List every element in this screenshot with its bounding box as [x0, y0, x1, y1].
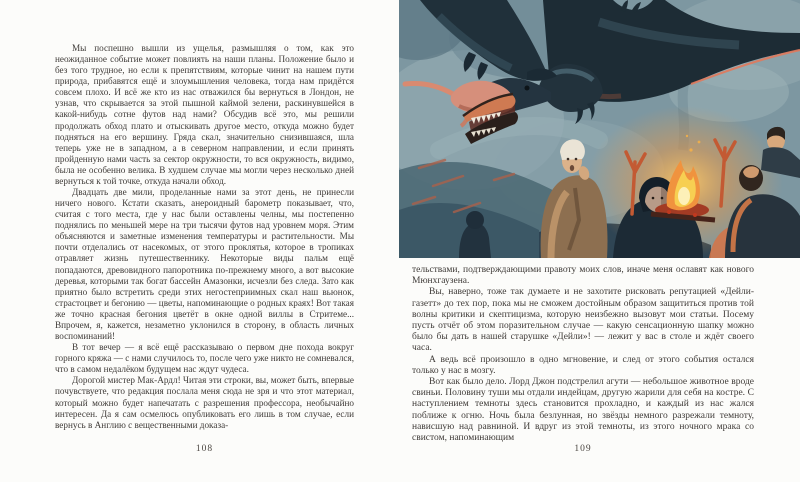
body-paragraph: Двадцать две мили, проделанные нами за этот день, не принесли ничего нового. Кстати сказать, анероидный барометр показывает, что, считая с того места, где у нас были оставлены челны, мы постепенно поднялись по меньшей мере на три тысячи футов над уровнем моря. Этим объясняются и заметные изменения температуры и растительности. Мы почти отделались от насекомых, от этого проклятья, которое в тропиках отравляет жизнь путешественнику. Некоторые виды пальм ещё попадаются, древовидного папоротника по-прежнему много, а вот высокие деревья, которыми так богат бассейн Амазонки, исчезли без следа. Зато как приятно было встретить среди этих негостеприимных скал наш вьюнок, страстоцвет и бегонию — цветы, напоминающие о родных краях! Вот такая же точно красная бегония цветёт в окне одной виллы в Стритеме... Впрочем, я, кажется, незаметно уклонился в сторону, в область личных воспоминаний!	[55, 187, 354, 342]
page-number-right: 109	[574, 444, 592, 454]
page-right	[400, 0, 800, 482]
body-paragraph: А ведь всё произошло в одно мгновение, и след от этого события остался только у нас в мозгу.	[412, 354, 754, 376]
page-number-left: 108	[195, 444, 214, 454]
pterodactyl-campfire-illustration	[399, 0, 800, 258]
body-paragraph: Дорогой мистер Мак-Ардл! Читая эти строки, вы, может быть, впервые почувствуете, что редакция послала меня сюда не зря и что этот материал, который можно будет напечатать с разрешения профессора, необычайно интересен. Да я сам осмелюсь опубликовать его лишь в том случае, если вернусь в Англию с вещественными доказа-	[55, 375, 354, 430]
left-text-block	[55, 43, 354, 431]
body-paragraph: Вы, наверно, тоже так думаете и не захотите рисковать репутацией «Дейли-газетт» до тех пор, пока мы не сможем достойным образом защититься против той волны критики и скептицизма, которую неизбежно вызовут мои статьи. Посему пусть отчёт об этом поразительном случае — какую сенсационную шапку можно было бы дать в нашей старушке «Дейли»! — лежит у вас в столе и ждёт своего часа.	[412, 287, 754, 354]
body-paragraph: Мы поспешно вышли из ущелья, размышляя о том, как это неожиданное событие может повлиять на наши планы. Положение было и без того трудное, но если к препятствиям, которые чинит на нашем пути природа, прибавятся ещё и злоумышления человека, тогда нам придётся совсем плохо. И всё же кто из нас отважился бы вернуться в Лондон, не узнав, что скрывается за этой пышной каймой зелени, раскинувшейся в какой-нибудь сотне футов над нами? Обсудив всё это, мы решили продолжать обход плато и отыскивать другое место, откуда можно будет подняться на его вершину. Гряда скал, значительно снизившаяся, шла теперь уже не в западном, а в северном направлении, и если принять пройденную нами часть за сектор окружности, то вся окружность, видимо, была не особенно велика. В худшем случае мы могли через несколько дней вернуться к той точке, откуда начали обход.	[55, 43, 354, 186]
body-paragraph: В тот вечер — я всё ещё рассказываю о первом дне похода вокруг горного кряжа — с нами случилось то, после чего уже никто не сомневался, что в самом недалёком будущем нас ждут чудеса.	[55, 342, 354, 375]
body-paragraph: тельствами, подтверждающими правоту моих слов, иначе меня ославят как нового Мюнхгаузена.	[412, 265, 754, 287]
right-text-block	[412, 265, 754, 444]
body-paragraph: Вот как было дело. Лорд Джон подстрелил агути — небольшое животное вроде свиньи. Половину туши мы отдали индейцам, другую жарили для себя на костре. С наступлением темноты здесь становится прохладно, и каждый из нас жался поближе к огню. Ночь была безлунная, но звёзды немного разрежали темноту, нависшую над равниной. И вдруг из этой темноты, из этого ночного мрака со свистом, напоминающим	[412, 377, 754, 444]
